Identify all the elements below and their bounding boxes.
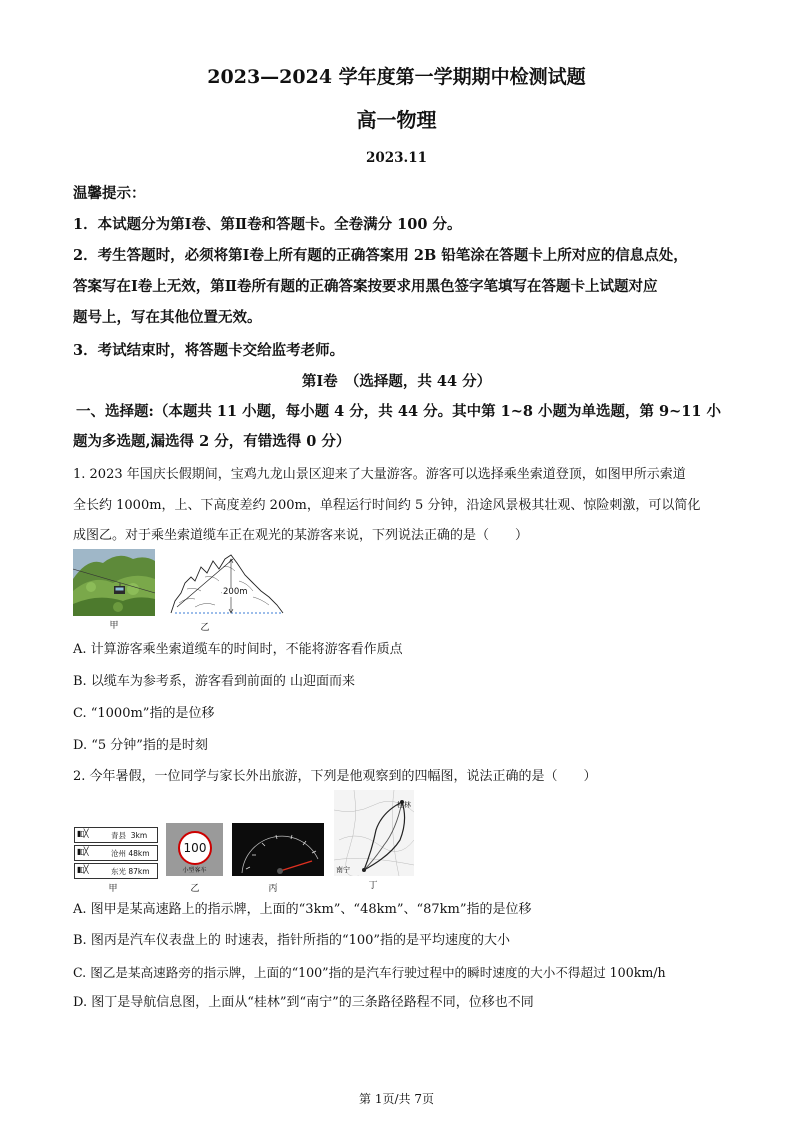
q2-speed-limit-sign [166,823,223,876]
q2-fig-label-yi: 乙 [190,884,200,894]
sign-dist: 87km [128,867,150,876]
page-footer: 第 1页/共 7页 [359,1092,434,1106]
exam-title: 2023—2024 学年度第一学期期中检测试题 [207,66,586,88]
sign-name: 青县 [111,831,126,840]
tip-line-1: 1．本试题分为第Ⅰ卷、第Ⅱ卷和答题卡。全卷满分 100 分。 [73,216,462,233]
q1-stem-2: 全长约 1000m，上、下高度差约 200m，单程运行时间约 5 分钟，沿途风景极其壮观、惊险刺激，可以简化 [73,498,701,513]
sign-symbol-icon: ▮▯╳ [77,865,88,874]
q1-stem-1: 1. 2023 年国庆长假期间，宝鸡九龙山景区迎来了大量游客。游客可以选择乘坐索道登顶，如图甲所示索道 [73,467,686,482]
sign-name: 东光 [111,867,126,876]
q2-fig-label-jia: 甲 [108,884,118,894]
sign-symbol-icon: ▮▯╳ [77,829,88,838]
q2-option-a: A. 图甲是某高速路上的指示牌，上面的“3km”、“48km”、“87km”指的是位移 [73,902,532,917]
q2-option-b: B. 图丙是汽车仪表盘上的 时速表，指针所指的“100”指的是平均速度的大小 [73,933,511,948]
q1-photo-cable-car [73,549,155,616]
q2-option-c: C. 图乙是某高速路旁的指示牌，上面的“100”指的是汽车行驶过程中的瞬时速度的大小不得超过 100km/h [73,965,666,980]
exam-date: 2023.11 [365,150,428,166]
tips-heading: 温馨提示： [73,185,146,202]
section-title: 第Ⅰ卷 （选择题，共 44 分） [301,373,492,390]
q1-option-c: C. “1000m”指的是位移 [73,706,215,721]
q1-option-d: D. “5 分钟”指的是时刻 [73,738,208,753]
section-intro-2: 题为多选题,漏选得 2 分，有错选得 0 分） [73,433,351,450]
q2-speedometer [232,823,324,876]
q2-fig-label-ding: 丁 [368,881,378,891]
q2-sign-row-3 [74,863,158,879]
section-intro-1: 一、选择题:（本题共 11 小题，每小题 4 分，共 44 分。其中第 1~8 小题为单选题，第 9~11 小 [76,403,722,420]
q2-fig-label-bing: 丙 [268,884,278,894]
q2-sign-row-2 [74,845,158,861]
exam-subject: 高一物理 [356,108,437,132]
q1-stem-3: 成图乙。对于乘坐索道缆车正在观光的某游客来说，下列说法正确的是（ ） [73,528,529,543]
q2-sign-row-1 [74,827,158,843]
sign-dist: 3km [130,831,148,840]
q2-option-d: D. 图丁是导航信息图，上面从“桂林”到“南宁”的三条路径路程不同，位移也不同 [73,995,534,1010]
q1-fig-label-yi: 乙 [200,623,210,633]
tip-line-5: 3．考试结束时，将答题卡交给监考老师。 [73,342,345,359]
q1-option-a: A. 计算游客乘坐索道缆车的时间时，不能将游客看作质点 [73,642,403,657]
q2-map-end-label: 南宁 [336,866,350,874]
tip-line-3: 答案写在Ⅰ卷上无效，第Ⅱ卷所有题的正确答案按要求用黑色签字笔填写在答题卡上试题对应 [73,278,658,295]
speed-limit-text: 小型客车 [182,867,207,874]
q1-fig-label-jia: 甲 [109,621,119,631]
tip-line-2: 2．考生答题时，必须将第Ⅰ卷上所有题的正确答案用 2B 铅笔涂在答题卡上所对应的信息点处， [73,247,688,264]
sign-symbol-icon: ▮▯╳ [77,847,88,856]
q2-map-start-label: 桂林 [397,801,411,809]
sign-name: 沧州 [111,849,126,858]
q1-option-b: B. 以缆车为参考系，游客看到前面的 山迎面而来 [73,674,355,689]
sign-dist: 48km [128,849,150,858]
q1-height-label: 200m [223,587,248,597]
tip-line-4: 题号上，写在其他位置无效。 [73,309,262,326]
speed-limit-value: 100 [178,831,212,865]
q2-stem: 2. 今年暑假，一位同学与家长外出旅游，下列是他观察到的四幅图，说法正确的是（ ） [73,769,597,784]
